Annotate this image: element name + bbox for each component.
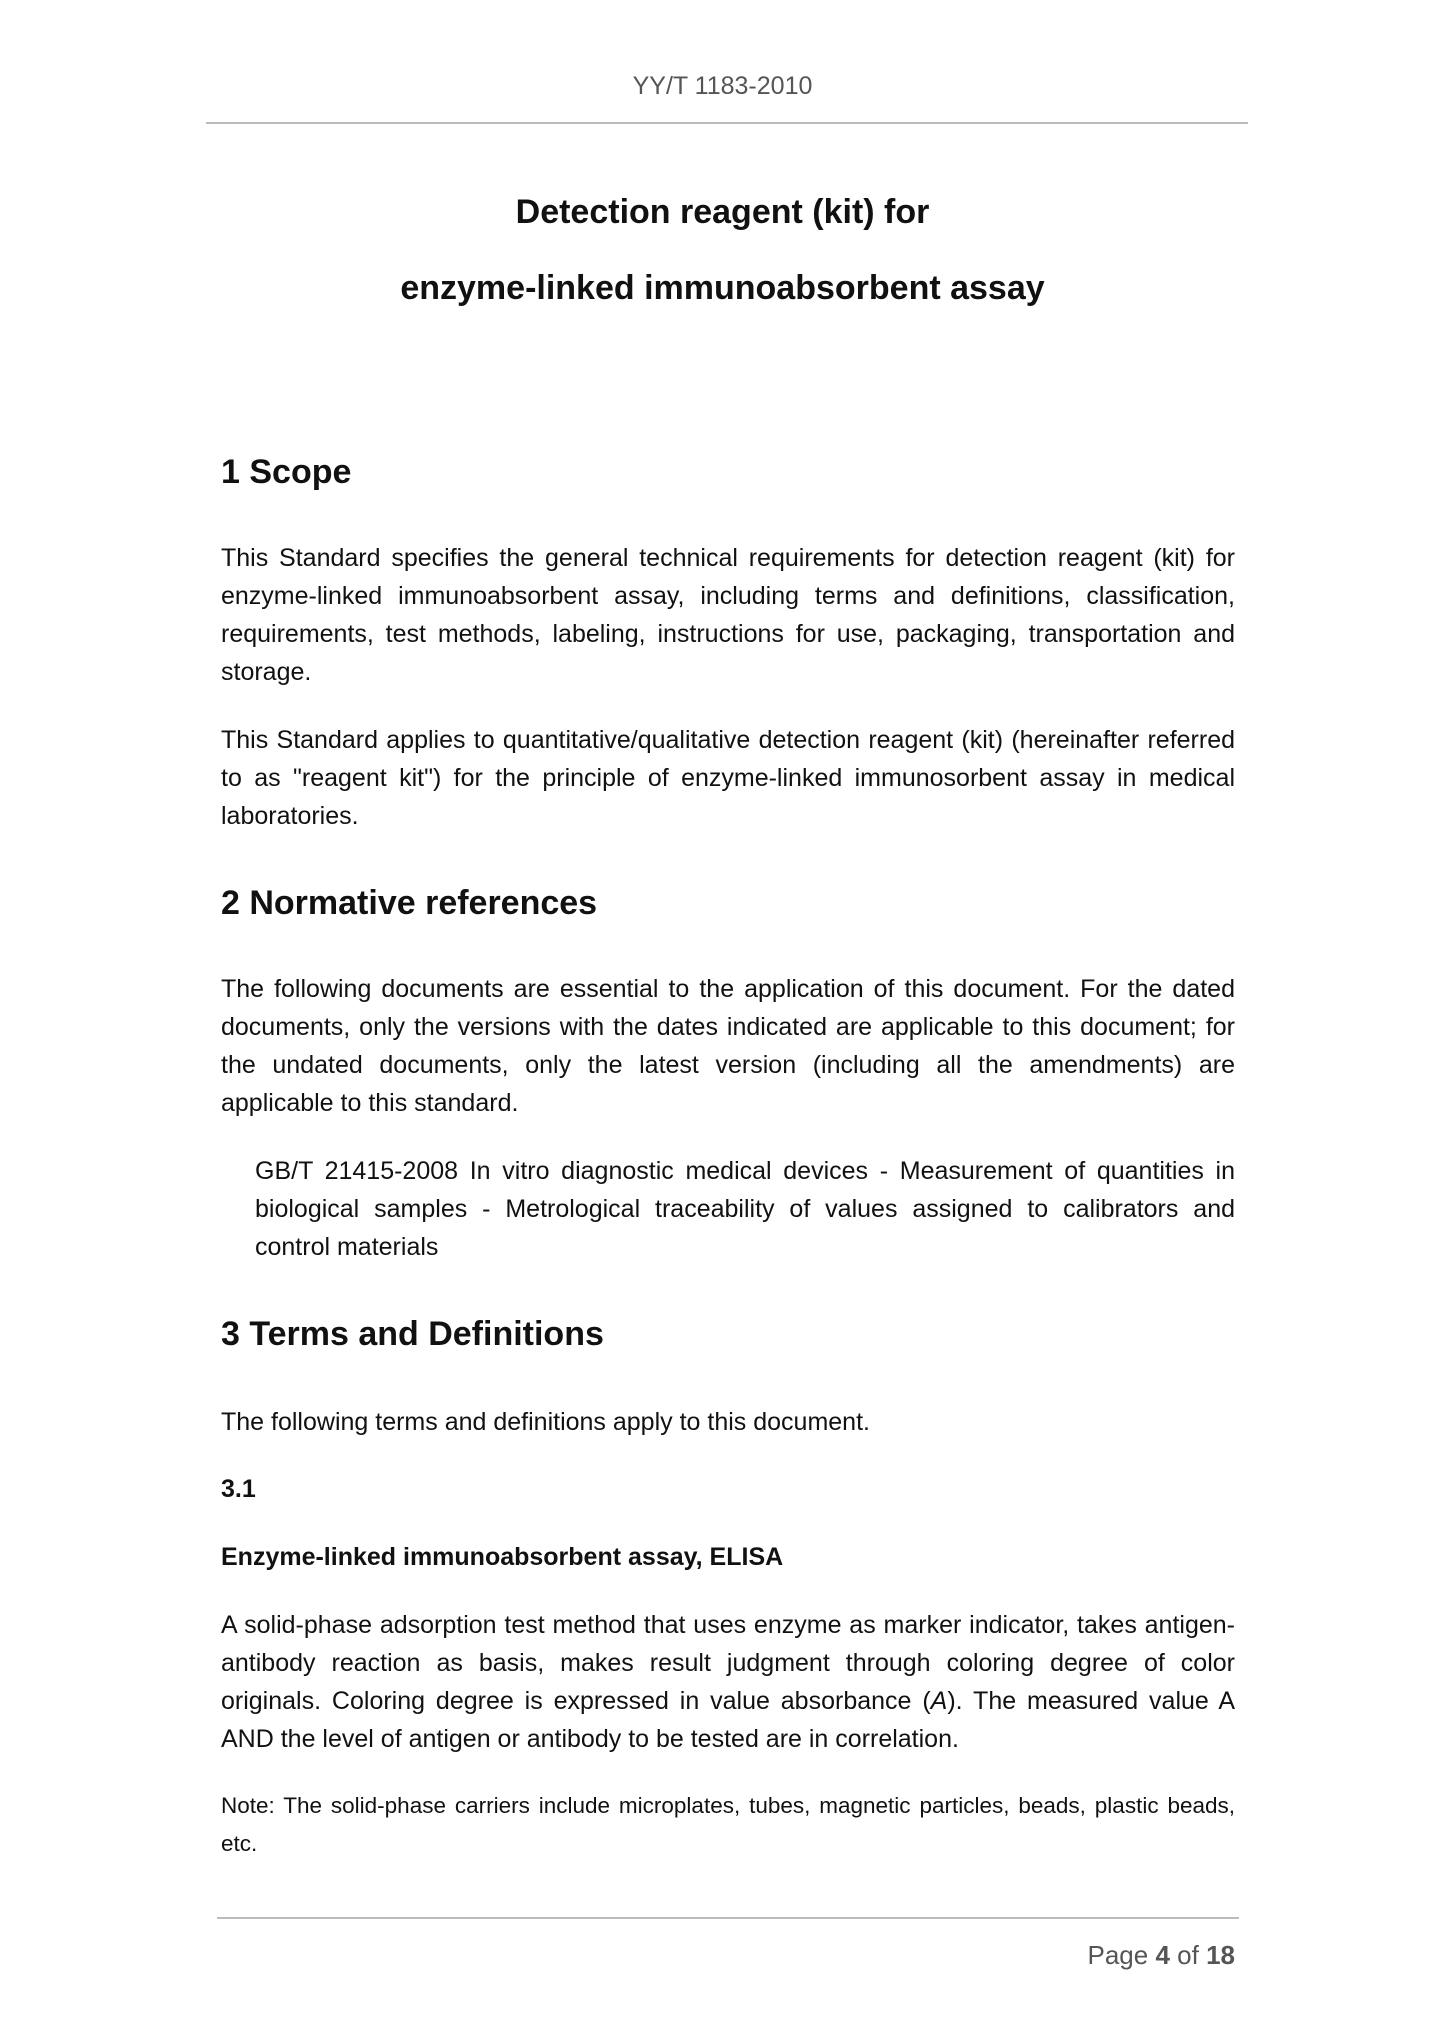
term-definition: [221, 1606, 1235, 1758]
section-heading-scope: 1 Scope: [221, 453, 352, 491]
definition-text-before: A solid-phase adsorption test method that uses enzyme as marker indicator, takes antigen-antibody reaction as basis, makes result judgment through coloring degree of color originals. Coloring degree is expressed in value absorbance (: [221, 1611, 1235, 1715]
page-number: [1087, 1940, 1235, 1971]
definition-text-after: ). The measured value A AND the level of antigen or antibody to be tested are in correlation.: [221, 1687, 1235, 1753]
footer-divider: [217, 1917, 1239, 1919]
of-word: of: [1177, 1940, 1199, 1970]
page-word: Page: [1087, 1940, 1149, 1970]
total-pages: 18: [1206, 1940, 1235, 1970]
scope-paragraph-2: This Standard applies to quantitative/qualitative detection reagent (kit) (hereinafter referred to as "reagent kit") for the principle of enzyme-linked immunosorbent assay in medical laboratories.: [221, 726, 1235, 830]
section-heading-terms: 3 Terms and Definitions: [221, 1315, 604, 1353]
section-heading-normative-references: 2 Normative references: [221, 884, 598, 922]
document-title-line1: Detection reagent (kit) for: [515, 193, 930, 231]
term-note: Note: The solid-phase carriers include microplates, tubes, magnetic particles, beads, plastic beads, etc.: [221, 1793, 1235, 1856]
document-title-line2: enzyme-linked immunoabsorbent assay: [400, 269, 1045, 307]
term-name: Enzyme-linked immunoabsorbent assay, ELISA: [221, 1543, 784, 1571]
document-code-header: YY/T 1183-2010: [632, 72, 813, 100]
normative-paragraph: The following documents are essential to the application of this document. For the dated documents, only the versions with the dates indicated are applicable to this document; for the undated documents, only the latest version (including all the amendments) are applicable to this standard.: [221, 975, 1235, 1117]
absorbance-symbol: A: [930, 1687, 948, 1715]
term-number: 3.1: [221, 1475, 256, 1503]
scope-paragraph-1: This Standard specifies the general technical requirements for detection reagent (kit) for enzyme-linked immunoabsorbent assay, including terms and definitions, classification, requirements, test methods, labeling, instructions for use, packaging, transportation and storage.: [221, 544, 1235, 686]
normative-reference-item: GB/T 21415-2008 In vitro diagnostic medical devices - Measurement of quantities in biological samples - Metrological traceability of values assigned to calibrators and control materials: [255, 1157, 1235, 1261]
header-divider: [206, 122, 1248, 124]
terms-intro: The following terms and definitions apply to this document.: [221, 1408, 870, 1436]
current-page: 4: [1155, 1940, 1170, 1970]
